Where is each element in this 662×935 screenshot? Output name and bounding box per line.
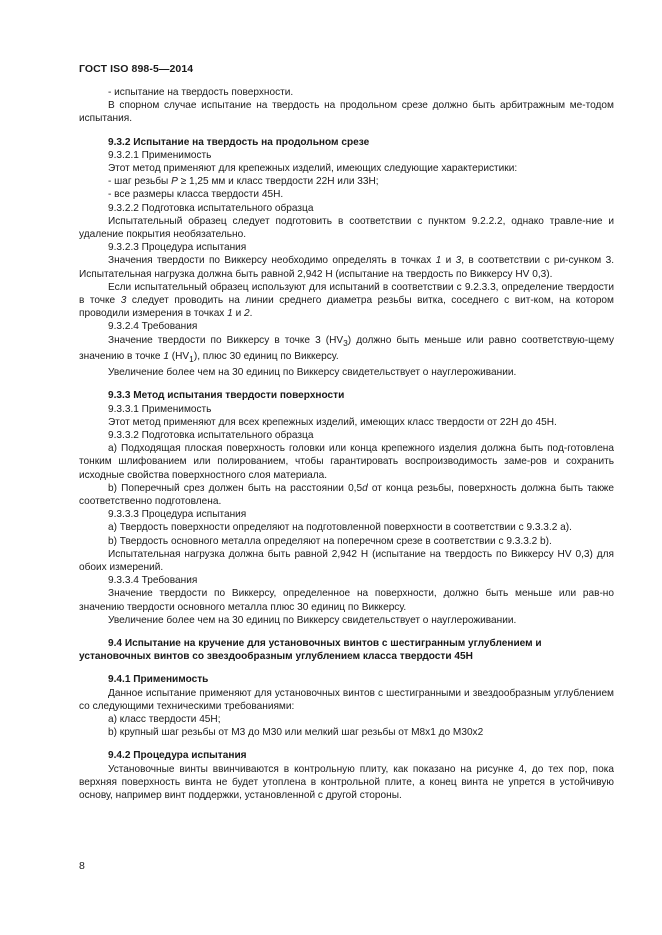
paragraph: b) крупный шаг резьбы от M3 до M30 или мелкий шаг резьбы от M8x1 до M30x2 (108, 727, 484, 739)
section-heading: 9.4.1 Применимость (108, 674, 209, 686)
section-heading: 9.4.2 Процедура испытания (108, 750, 247, 762)
paragraph: - шаг резьбы P ≥ 1,25 мм и класс твердости 22H или 33H; (108, 176, 379, 188)
paragraph: - испытание на твердость поверхности. (108, 87, 294, 98)
page-number: 8 (79, 860, 85, 872)
paragraph: a) класс твердости 45H; (108, 713, 221, 725)
paragraph: Если испытательный образец используют для испытаний в соответствии с 9.2.3.3, определение твердости в точке 3 следует проводить на линии среднего диаметра резьбы витка, соседнего с вит-ком, на котором проводили измерения в точках 1 и 2. (79, 281, 614, 320)
paragraph: Данное испытание применяют для установочных винтов с шестигранными и звездообразным углублением со следующими техническими требованиями: (79, 687, 614, 712)
paragraph: 9.3.3.1 Применимость (108, 403, 212, 415)
paragraph: b) Поперечный срез должен быть на расстоянии 0,5d от конца резьбы, поверхность должна быть также соответственно подготовлена. (79, 482, 614, 507)
paragraph: 9.3.3.4 Требования (108, 575, 198, 587)
paragraph: 9.3.2.4 Требования (108, 321, 198, 333)
paragraph: b) Твердость основного металла определяют на поперечном срезе в соответствии с 9.3.3.2 b). (108, 535, 552, 547)
paragraph: Увеличение более чем на 30 единиц по Виккерсу свидетельствует о науглероживании. (108, 614, 517, 626)
paragraph: - все размеры класса твердости 45H. (108, 189, 284, 201)
paragraph: Испытательная нагрузка должна быть равной 2,942 Н (испытание на твердость по Виккерсу HV 0,3) для обоих измерений. (79, 548, 614, 573)
section-heading: 9.4 Испытание на кручение для установочных винтов с шестигранным углублением и установочных винтов со звездообразным углублением класса твердости 45H (79, 637, 542, 663)
paragraph: Увеличение более чем на 30 единиц по Виккерсу свидетельствует о науглероживании. (108, 367, 517, 379)
section-heading: 9.3.3 Метод испытания твердости поверхности (108, 390, 345, 402)
paragraph: Значение твердости по Виккерсу в точке 3 $(HV_3)$ должно быть меньше или равно соответствую-щему значению в точке 1 $(HV_1)$, плюс 30 единиц по Виккерсу. (79, 334, 614, 364)
paragraph: a) Подходящая плоская поверхность головки или конца крепежного изделия должна быть под-готовлена тонким шлифованием или полированием, чтобы гарантировать воспроизводимость заме-ров и сохранить исходные свойства поверхностного слоя материала. (79, 443, 614, 481)
paragraph: 9.3.2.3 Процедура испытания (108, 242, 247, 254)
paragraph: 9.3.3.3 Процедура испытания (108, 509, 247, 521)
paragraph: Этот метод применяют для всех крепежных изделий, имеющих класс твердости от 22H до 45H. (108, 416, 557, 428)
paragraph: Значения твердости по Виккерсу необходимо определять в точках 1 и 3, в соответствии с ри-сунком 3. Испытательная нагрузка должна быть равной 2,942 Н (испытание на твердость по Виккерсу HV 0,3). (79, 255, 614, 280)
paragraph: Этот метод применяют для крепежных изделий, имеющих следующие характеристики: (108, 163, 518, 175)
paragraph: Испытательный образец следует подготовить в соответствии с пунктом 9.2.2.2, однако травле-ние и удаление покрытия необязательно. (79, 215, 614, 241)
paragraph: 9.3.2.1 Применимость (108, 149, 212, 161)
paragraph: Значение твердости по Виккерсу, определенное на поверхности, должно быть меньше или рав-но значению твердости основного металла плюс 30 единиц по Виккерсу. (79, 588, 614, 613)
paragraph: 9.3.3.2 Подготовка испытательного образца (108, 429, 314, 441)
paragraph: a) Твердость поверхности определяют на подготовленной поверхности в соответствии с 9.3.3.2 a). (108, 522, 572, 534)
paragraph: В спорном случае испытание на твердость на продольном срезе должно быть арбитражным ме-тодом испытания. (79, 100, 614, 125)
document-header: ГОСТ ISO 898-5—2014 (79, 63, 194, 75)
document-body (79, 86, 614, 802)
section-heading: 9.3.2 Испытание на твердость на продольном срезе (108, 136, 370, 148)
paragraph: 9.3.2.2 Подготовка испытательного образца (108, 202, 314, 214)
paragraph: Установочные винты ввинчиваются в контрольную плиту, как показано на рисунке 4, до тех пор, пока верхняя поверхность винта не будет утоплена в контрольной плите, а конец винта не упрется в устойчивую основу, например винт поддержки, установленной с другой стороны. (79, 763, 614, 801)
